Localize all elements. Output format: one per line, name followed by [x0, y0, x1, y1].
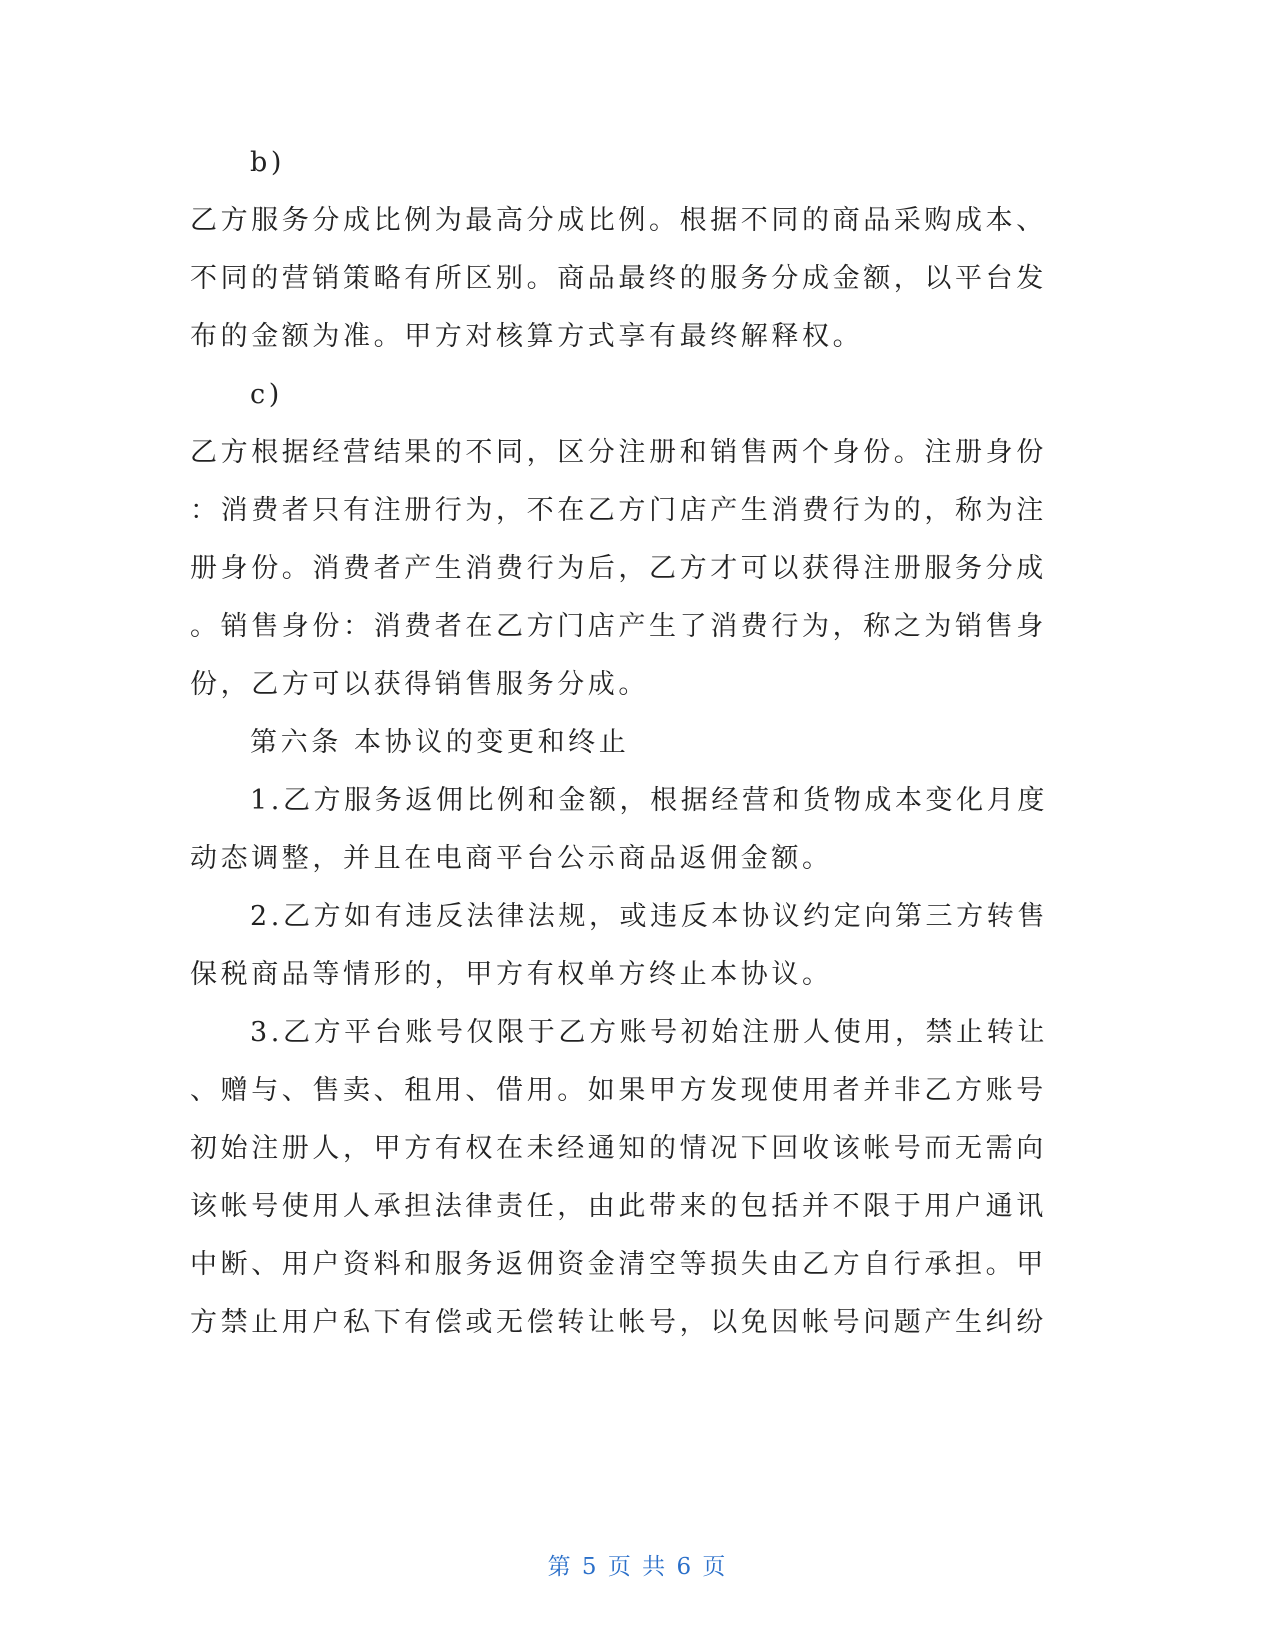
list-item-line: 3.乙方平台账号仅限于乙方账号初始注册人使用，禁止转让 — [250, 1017, 1048, 1048]
paragraph-line: 乙方根据经营结果的不同，区分注册和销售两个身份。注册身份 — [190, 437, 1047, 468]
page-number-footer: 第 5 页 共 6 页 — [547, 1554, 728, 1580]
list-item-line: 方禁止用户私下有偿或无偿转让帐号，以免因帐号问题产生纠纷 — [190, 1307, 1047, 1338]
list-item-line: 中断、用户资料和服务返佣资金清空等损失由乙方自行承担。甲 — [190, 1249, 1047, 1280]
list-item-line: 初始注册人，甲方有权在未经通知的情况下回收该帐号而无需向 — [190, 1133, 1047, 1164]
article-heading: 第六条 本协议的变更和终止 — [250, 727, 630, 758]
list-item-line: 2.乙方如有违反法律法规，或违反本协议约定向第三方转售 — [250, 901, 1048, 932]
list-item-line: 动态调整，并且在电商平台公示商品返佣金额。 — [190, 843, 833, 874]
sub-item-c-label: c) — [250, 379, 283, 410]
paragraph-line: ：消费者只有注册行为，不在乙方门店产生消费行为的，称为注 — [190, 495, 1047, 526]
paragraph-line: 。销售身份：消费者在乙方门店产生了消费行为，称之为销售身 — [190, 611, 1047, 642]
sub-item-b-label: b) — [250, 147, 286, 178]
paragraph-line: 布的金额为准。甲方对核算方式享有最终解释权。 — [190, 321, 864, 352]
list-item-line: 1.乙方服务返佣比例和金额，根据经营和货物成本变化月度 — [250, 785, 1048, 816]
list-item-line: 保税商品等情形的，甲方有权单方终止本协议。 — [190, 959, 833, 990]
paragraph-line: 份，乙方可以获得销售服务分成。 — [190, 669, 649, 700]
list-item-line: 该帐号使用人承担法律责任，由此带来的包括并不限于用户通讯 — [190, 1191, 1047, 1222]
paragraph-line: 不同的营销策略有所区别。商品最终的服务分成金额，以平台发 — [190, 263, 1047, 294]
paragraph-line: 册身份。消费者产生消费行为后，乙方才可以获得注册服务分成 — [190, 553, 1047, 584]
paragraph-line: 乙方服务分成比例为最高分成比例。根据不同的商品采购成本、 — [190, 205, 1047, 236]
list-item-line: 、赠与、售卖、租用、借用。如果甲方发现使用者并非乙方账号 — [190, 1075, 1047, 1106]
